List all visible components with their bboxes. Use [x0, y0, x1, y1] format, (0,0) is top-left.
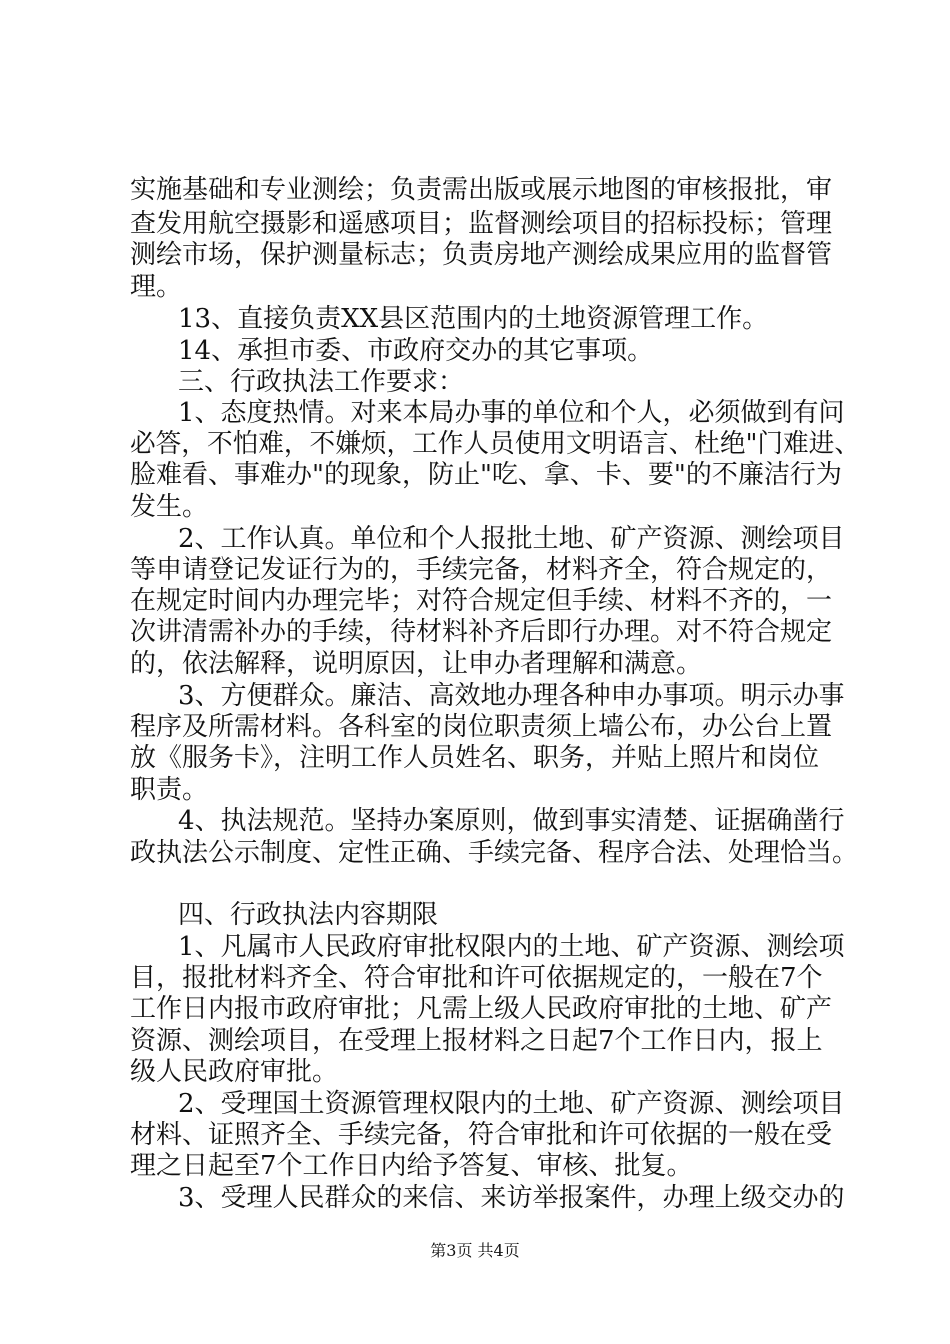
text-line: 脸难看、事难办"的现象，防止"吃、拿、卡、要"的不廉洁行为 [130, 460, 842, 490]
text-line: 必答，不怕难，不嫌烦，工作人员使用文明语言、杜绝"门难进、 [130, 429, 860, 459]
text-line: 目，报批材料齐全、符合审批和许可依据规定的，一般在7个 [130, 963, 823, 993]
text-line: 1、凡属市人民政府审批权限内的土地、矿产资源、测绘项 [178, 932, 845, 962]
text-line: 等申请登记发证行为的，手续完备，材料齐全，符合规定的， [130, 555, 833, 585]
text-line: 发生。 [130, 492, 209, 522]
text-line: 4、执法规范。坚持办案原则，做到事实清楚、证据确凿行 [178, 806, 845, 836]
section-heading: 四、行政执法内容期限 [178, 900, 439, 930]
text-line: 实施基础和专业测绘；负责需出版或展示地图的审核报批，审 [130, 175, 833, 205]
section-heading: 三、行政执法工作要求： [178, 367, 465, 397]
text-line: 理。 [130, 272, 183, 302]
text-line: 查发用航空摄影和遥感项目；监督测绘项目的招标投标；管理 [130, 209, 833, 239]
text-line: 测绘市场，保护测量标志；负责房地产测绘成果应用的监督管 [130, 240, 833, 270]
text-line: 1、态度热情。对来本局办事的单位和个人，必须做到有问 [178, 398, 845, 428]
text-line: 理之日起至7个工作日内给予答复、审核、批复。 [130, 1151, 693, 1181]
text-line: 资源、测绘项目，在受理上报材料之日起7个工作日内，报上 [130, 1026, 823, 1056]
text-line: 在规定时间内办理完毕；对符合规定但手续、材料不齐的，一 [130, 586, 833, 616]
text-line: 放《服务卡》，注明工作人员姓名、职务，并贴上照片和岗位 [130, 743, 820, 773]
text-line: 次讲清需补办的手续，待材料补齐后即行办理。对不符合规定 [130, 617, 833, 647]
text-line: 13、直接负责XX县区范围内的土地资源管理工作。 [178, 304, 769, 334]
text-line: 的，依法解释，说明原因，让申办者理解和满意。 [130, 649, 703, 679]
text-line: 3、受理人民群众的来信、来访举报案件，办理上级交办的 [178, 1183, 845, 1213]
text-line: 职责。 [130, 775, 209, 805]
text-line: 政执法公示制度、定性正确、手续完备、程序合法、处理恰当。 [130, 838, 859, 868]
text-line: 级人民政府审批。 [130, 1057, 339, 1087]
text-line: 工作日内报市政府审批；凡需上级人民政府审批的土地、矿产 [130, 994, 833, 1024]
text-line: 2、工作认真。单位和个人报批土地、矿产资源、测绘项目 [178, 524, 845, 554]
text-line: 2、受理国土资源管理权限内的土地、矿产资源、测绘项目 [178, 1089, 845, 1119]
text-line: 程序及所需材料。各科室的岗位职责须上墙公布，办公台上置 [130, 712, 833, 742]
text-line: 3、方便群众。廉洁、高效地办理各种申办事项。明示办事 [178, 681, 845, 711]
text-line: 14、承担市委、市政府交办的其它事项。 [178, 336, 654, 366]
text-line: 材料、证照齐全、手续完备，符合审批和许可依据的一般在受 [130, 1120, 833, 1150]
page-number-footer: 第3页 共4页 [430, 1241, 520, 1260]
